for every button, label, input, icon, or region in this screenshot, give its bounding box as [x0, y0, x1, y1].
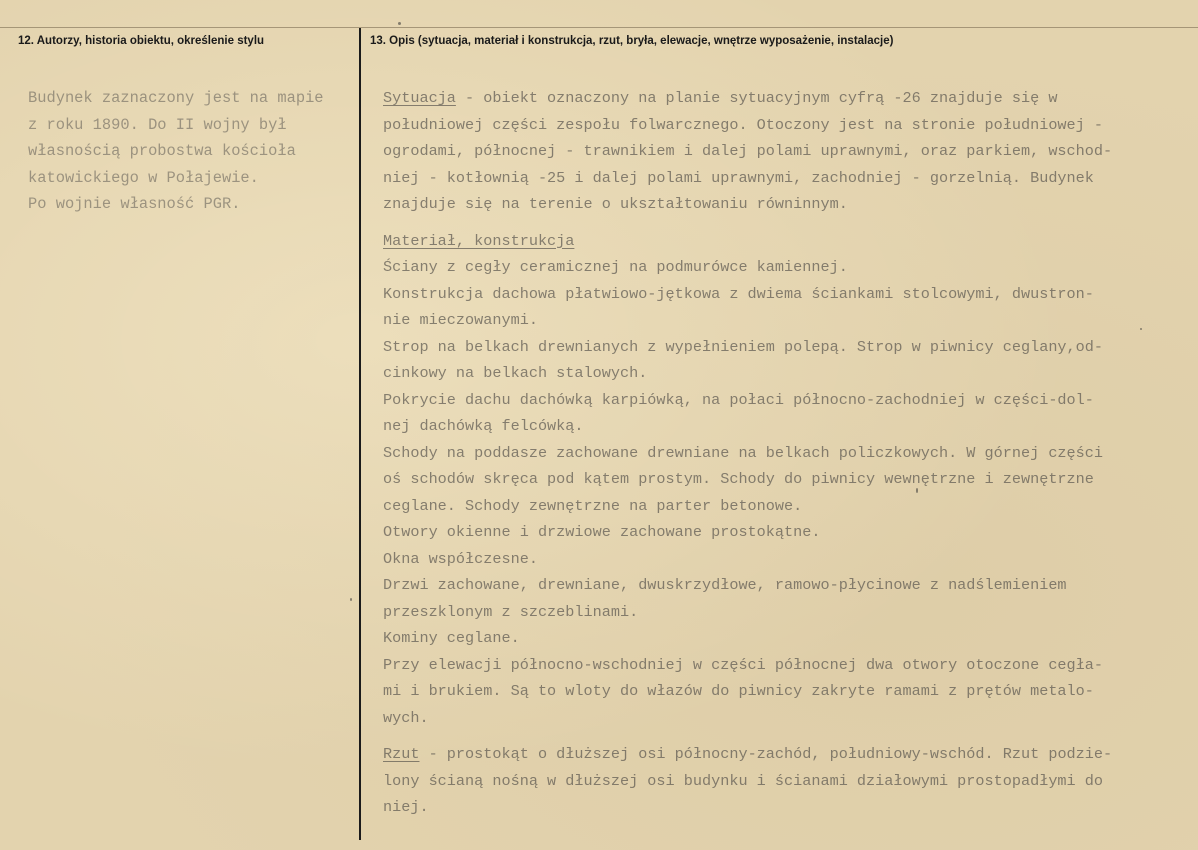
text-line: ogrodami, północnej - trawnikiem i dalej polami uprawnymi, oraz parkiem, wschod- — [383, 142, 1113, 160]
text-line: znajduje się na terenie o ukształtowaniu równinnym. — [383, 195, 848, 213]
paper-speck — [916, 488, 918, 493]
section-12-text — [28, 85, 324, 218]
text-line: Strop na belkach drewnianych z wypełnieniem polepą. Strop w piwnicy ceglany,od- — [383, 337, 1104, 356]
text-line: ceglane. Schody zewnętrzne na parter betonowe. — [383, 496, 803, 515]
text-line: Schody na poddasze zachowane drewniane na belkach policzkowych. W górnej części — [383, 443, 1104, 462]
text-line: cinkowy na belkach stalowych. — [383, 364, 648, 382]
text-line: Otwory okienne i drzwiowe zachowane prostokątne. — [383, 523, 821, 541]
text-line: mi i brukiem. Są to wloty do włazów do piwnicy zakryte ramami z prętów metalo- — [383, 682, 1094, 700]
text-line: oś schodów skręca pod kątem prostym. Schody do piwnicy wewnętrzne i zewnętrzne — [383, 470, 1094, 488]
text-line: nie mieczowanymi. — [383, 311, 538, 329]
material-heading-line — [383, 228, 1112, 255]
section-13-header: 13. Opis (sytuacja, materiał i konstrukcja, rzut, bryła, elewacje, wnętrze wyposażenie, instalacje) — [370, 35, 894, 47]
text-line: Ściany z cegły ceramicznej na podmurówce kamiennej. — [383, 258, 848, 276]
text-line: Kominy ceglane. — [383, 629, 520, 647]
text-line: wych. — [383, 708, 429, 727]
sytuacja-heading: Sytuacja — [383, 89, 456, 107]
text-line: Okna współczesne. — [383, 549, 538, 568]
text-line: Drzwi zachowane, drewniane, dwuskrzydłowe, ramowo-płycinowe z nadślemieniem — [383, 576, 1067, 594]
rzut-heading: Rzut — [383, 745, 420, 763]
text-line: Po wojnie własność PGR. — [28, 195, 241, 213]
text-line: południowej części zespołu folwarcznego. Otoczony jest na stronie południowej - — [383, 115, 1104, 134]
sytuacja-first-line — [383, 85, 1112, 112]
text-line: przeszklonym z szczeblinami. — [383, 602, 639, 621]
text-line: Budynek zaznaczony jest na mapie — [28, 89, 324, 107]
text-line: Pokrycie dachu dachówką karpiówką, na połaci północno-zachodniej w części-dol- — [383, 390, 1094, 409]
text-line: lony ścianą nośną w dłuższej osi budynku i ścianami działowymi prostopadłymi do — [383, 771, 1104, 790]
paper-speck — [350, 598, 352, 601]
paper-speck — [1140, 328, 1142, 330]
rzut-first-rest: - prostokąt o dłuższej osi północny-zachód, południowy-wschód. Rzut podzie- — [419, 745, 1113, 763]
text-line: niej. — [383, 798, 429, 816]
text-line: Konstrukcja dachowa płatwiowo-jętkowa z dwiema ściankami stolcowymi, dwustron- — [383, 284, 1094, 303]
text-line: Przy elewacji północno-wschodniej w części północnej dwa otwory otoczone cegła- — [383, 655, 1104, 674]
material-heading: Materiał, konstrukcja — [383, 231, 575, 250]
sytuacja-first-rest: - obiekt oznaczony na planie sytuacyjnym cyfrą -26 znajduje się w — [455, 89, 1058, 107]
top-rule — [0, 27, 1198, 28]
paragraph-gap — [383, 218, 1112, 228]
column-divider — [359, 28, 361, 840]
rzut-first-line — [383, 741, 1112, 768]
text-line: katowickiego w Połajewie. — [28, 168, 259, 187]
text-line: z roku 1890. Do II wojny był — [28, 115, 287, 134]
paragraph-gap — [383, 731, 1112, 741]
section-13-text — [383, 85, 1112, 821]
text-line: nej dachówką felcówką. — [383, 417, 584, 435]
section-12-header: 12. Autorzy, historia obiektu, określenie stylu — [18, 35, 265, 47]
text-line: własnością probostwa kościoła — [28, 142, 296, 160]
paper-speck — [398, 22, 401, 25]
text-line: niej - kotłownią -25 i dalej polami uprawnymi, zachodniej - gorzelnią. Budynek — [383, 168, 1094, 187]
